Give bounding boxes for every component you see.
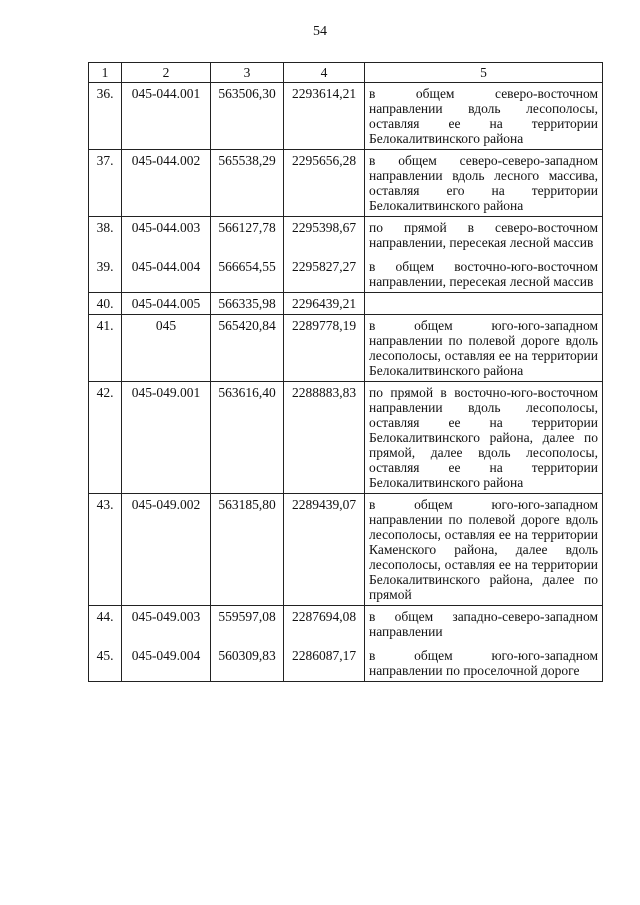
coord-x: 559597,08 (211, 606, 284, 643)
coord-x: 566654,55 (211, 253, 284, 293)
page-number: 54 (313, 24, 327, 39)
boundary-description: в общем юго-юго-западном направлении по полевой дороге вдоль лесополосы, оставляя ее на территории Каменского района, далее вдоль лесополосы, оставляя ее на территории Белокалитвинского района, далее по прямой (369, 497, 598, 602)
point-code: 045-044.002 (122, 150, 211, 217)
coordinates-table (88, 62, 603, 682)
coord-y: 2287694,08 (284, 606, 365, 643)
table-row (89, 217, 603, 254)
coord-y: 2288883,83 (284, 382, 365, 494)
boundary-description: в общем восточно-юго-восточном направлении, пересекая лесной массив (369, 259, 598, 289)
table-row (89, 315, 603, 382)
table-row (89, 83, 603, 150)
point-code: 045-044.004 (122, 253, 211, 293)
point-code: 045-049.003 (122, 606, 211, 643)
coord-x: 566127,78 (211, 217, 284, 254)
boundary-description: в общем западно-северо-западном направлении (369, 609, 598, 639)
table-row (89, 642, 603, 682)
coord-x: 566335,98 (211, 293, 284, 315)
coord-x: 563185,80 (211, 494, 284, 606)
column-header: 2 (122, 63, 211, 83)
row-number: 44. (89, 606, 122, 643)
coord-x: 563506,30 (211, 83, 284, 150)
row-number: 38. (89, 217, 122, 254)
coord-y: 2289439,07 (284, 494, 365, 606)
coord-y: 2286087,17 (284, 642, 365, 682)
boundary-description: в общем юго-юго-западном направлении по проселочной дороге (369, 648, 598, 678)
table-row (89, 293, 603, 315)
row-number: 42. (89, 382, 122, 494)
row-number: 45. (89, 642, 122, 682)
row-number: 41. (89, 315, 122, 382)
boundary-description: в общем юго-юго-западном направлении по полевой дороге вдоль лесополосы, оставляя ее на территории Белокалитвинского района (369, 318, 598, 378)
point-code: 045 (122, 315, 211, 382)
point-code: 045-044.003 (122, 217, 211, 254)
coord-y: 2289778,19 (284, 315, 365, 382)
column-header: 1 (89, 63, 122, 83)
coord-y: 2295827,27 (284, 253, 365, 293)
coord-y: 2295398,67 (284, 217, 365, 254)
coord-y: 2296439,21 (284, 293, 365, 315)
table-row (89, 606, 603, 643)
row-number: 36. (89, 83, 122, 150)
column-header: 4 (284, 63, 365, 83)
table-row (89, 150, 603, 217)
table-row (89, 253, 603, 293)
point-code: 045-044.001 (122, 83, 211, 150)
point-code: 045-049.002 (122, 494, 211, 606)
table-header-row (89, 63, 603, 83)
boundary-description: в общем северо-северо-западном направлении вдоль лесного массива, оставляя его на территории Белокалитвинского района (369, 153, 598, 213)
point-code: 045-044.005 (122, 293, 211, 315)
point-code: 045-049.004 (122, 642, 211, 682)
coord-y: 2293614,21 (284, 83, 365, 150)
coord-x: 560309,83 (211, 642, 284, 682)
boundary-description: по прямой в северо-восточном направлении, пересекая лесной массив (369, 220, 598, 250)
table-row (89, 382, 603, 494)
row-number: 40. (89, 293, 122, 315)
coord-x: 565538,29 (211, 150, 284, 217)
row-number: 37. (89, 150, 122, 217)
table-row (89, 494, 603, 606)
coord-y: 2295656,28 (284, 150, 365, 217)
coord-x: 563616,40 (211, 382, 284, 494)
row-number: 39. (89, 253, 122, 293)
column-header: 5 (365, 63, 603, 83)
coord-x: 565420,84 (211, 315, 284, 382)
point-code: 045-049.001 (122, 382, 211, 494)
row-number: 43. (89, 494, 122, 606)
boundary-description: в общем северо-восточном направлении вдоль лесополосы, оставляя ее на территории Белокалитвинского района (369, 86, 598, 146)
column-header: 3 (211, 63, 284, 83)
boundary-description: по прямой в восточно-юго-восточном направлении вдоль лесополосы, оставляя ее на территории Белокалитвинского района, далее по прямой, далее вдоль лесополосы, оставляя ее на территории Белокалитвинского района (369, 385, 598, 490)
